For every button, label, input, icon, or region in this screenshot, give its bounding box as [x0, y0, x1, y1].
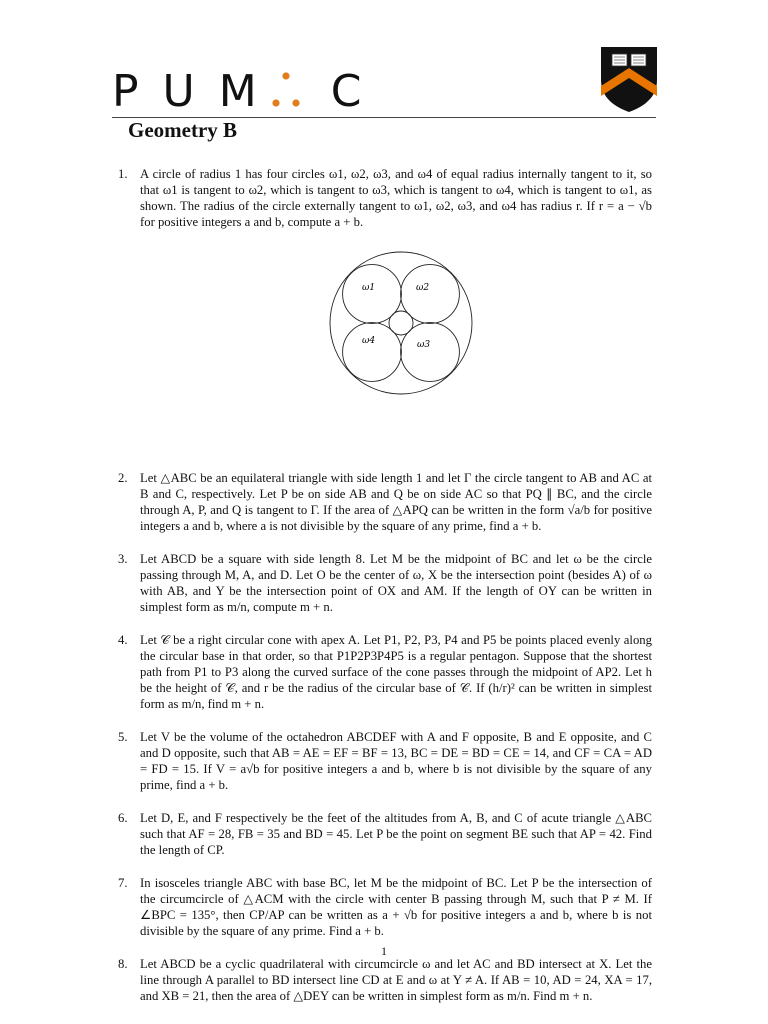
problem-4 — [118, 632, 652, 712]
label-omega1: ω1 — [362, 283, 376, 293]
problem-1 — [118, 166, 652, 230]
problem-number: 7. — [118, 876, 128, 890]
page-header — [0, 0, 768, 150]
princeton-shield-icon — [598, 44, 660, 114]
problem-number: 8. — [118, 957, 128, 971]
problem-text: Let 𝒞 be a right circular cone with apex A. Let P1, P2, P3, P4 and P5 be points placed evenly along the circular base in that order, so that P1P2P3P4P5 is a regular pentagon. Suppose that the shortest path from P1 to P3 along the curved surface of the cone passes through the midpoint of AP2. Let h be the height of 𝒞, and r be the radius of the circular base of 𝒞. If (h/r)² can be written in simplest form as m/n, find m + n. — [140, 633, 652, 711]
problem-6 — [118, 810, 652, 858]
problem-number: 2. — [118, 471, 128, 485]
problem-text: Let ABCD be a cyclic quadrilateral with circumcircle ω and let AC and BD intersect at X. Let the line through A parallel to BD intersect line CD at E and ω at Y ≠ A. If AB = 10, AD = 24, XA = 17, and XB = 21, then the area of △DEY can be written in simplest form as m/n. Find m + n. — [140, 957, 652, 1003]
problem-number: 1. — [118, 167, 128, 181]
problem-8 — [118, 956, 652, 1004]
problem-text: Let D, E, and F respectively be the feet of the altitudes from A, B, and C of acute triangle △ABC such that AF = 28, FB = 35 and BD = 45. Let P be the point on segment BE such that AP = 42. Find the length of CP. — [140, 811, 652, 857]
page-title: Geometry B — [128, 118, 238, 142]
inner-circle — [389, 311, 413, 335]
page-number: 1 — [381, 944, 387, 958]
label-omega2: ω2 — [416, 283, 430, 293]
problem-7 — [118, 875, 652, 939]
problem-text: In isosceles triangle ABC with base BC, let M be the midpoint of BC. Let P be the intersection of the circumcircle of △ACM with the circle with center B passing through M, such that P ≠ M. If ∠BPC = 135°, then CP/AP can be written as a + √b for positive integers a and b, where b is not divisible by the square of any prime. Find a + b. — [140, 876, 652, 938]
label-omega4: ω4 — [362, 336, 376, 346]
logo-letter-p: P — [112, 66, 139, 117]
problem-5 — [118, 729, 652, 793]
logo-letter-u: U — [162, 66, 195, 117]
problem-number: 3. — [118, 552, 128, 566]
problem-text: Let V be the volume of the octahedron ABCDEF with A and F opposite, B and E opposite, and C and D opposite, such that AB = AE = EF = BF = 13, BC = DE = BD = CE = 14, and CF = CA = AD = FD = 15. If V = a√b for positive integers a and b, where b is not divisible by the square of any prime, find a + b. — [140, 730, 652, 792]
problem-text: A circle of radius 1 has four circles ω1, ω2, ω3, and ω4 of equal radius internally tangent to it, so that ω1 is tangent to ω2, which is tangent to ω3, which is tangent to ω4, which is tangent to ω1, as shown. The radius of the circle externally tangent to ω1, ω2, ω3, and ω4 has radius r. If r = a − √b for positive integers a and b, compute a + b. — [140, 167, 652, 229]
tangent-circles-figure — [328, 250, 474, 396]
logo-letter-c: C — [330, 66, 362, 117]
problem-2 — [118, 470, 652, 534]
problem-text: Let △ABC be an equilateral triangle with side length 1 and let Γ the circle tangent to AB and AC at B and C, respectively. Let P be on side AB and Q be on side AC so that PQ ∥ BC, and the circle through A, P, and Q is tangent to Γ. If the area of △APQ can be written in the form √a/b for positive integers a and b, where a is not divisible by the square of any prime, find a + b. — [140, 471, 652, 533]
problem-3 — [118, 551, 652, 615]
problem-number: 6. — [118, 811, 128, 825]
problem-text: Let ABCD be a square with side length 8. Let M be the midpoint of BC and let ω be the circle passing through M, A, and D. Let O be the center of ω, X be the intersection point (besides A) of ω with AB, and Y be the intersection point of OX and AM. If the length of OY can be written in simplest form as m/n, compute m + n. — [140, 552, 652, 614]
pumac-logo-text — [112, 66, 361, 117]
problem-number: 4. — [118, 633, 128, 647]
problem-number: 5. — [118, 730, 128, 744]
label-omega3: ω3 — [417, 340, 431, 350]
logo-letter-m: M — [218, 66, 257, 117]
logo-dots-icon — [268, 70, 304, 110]
